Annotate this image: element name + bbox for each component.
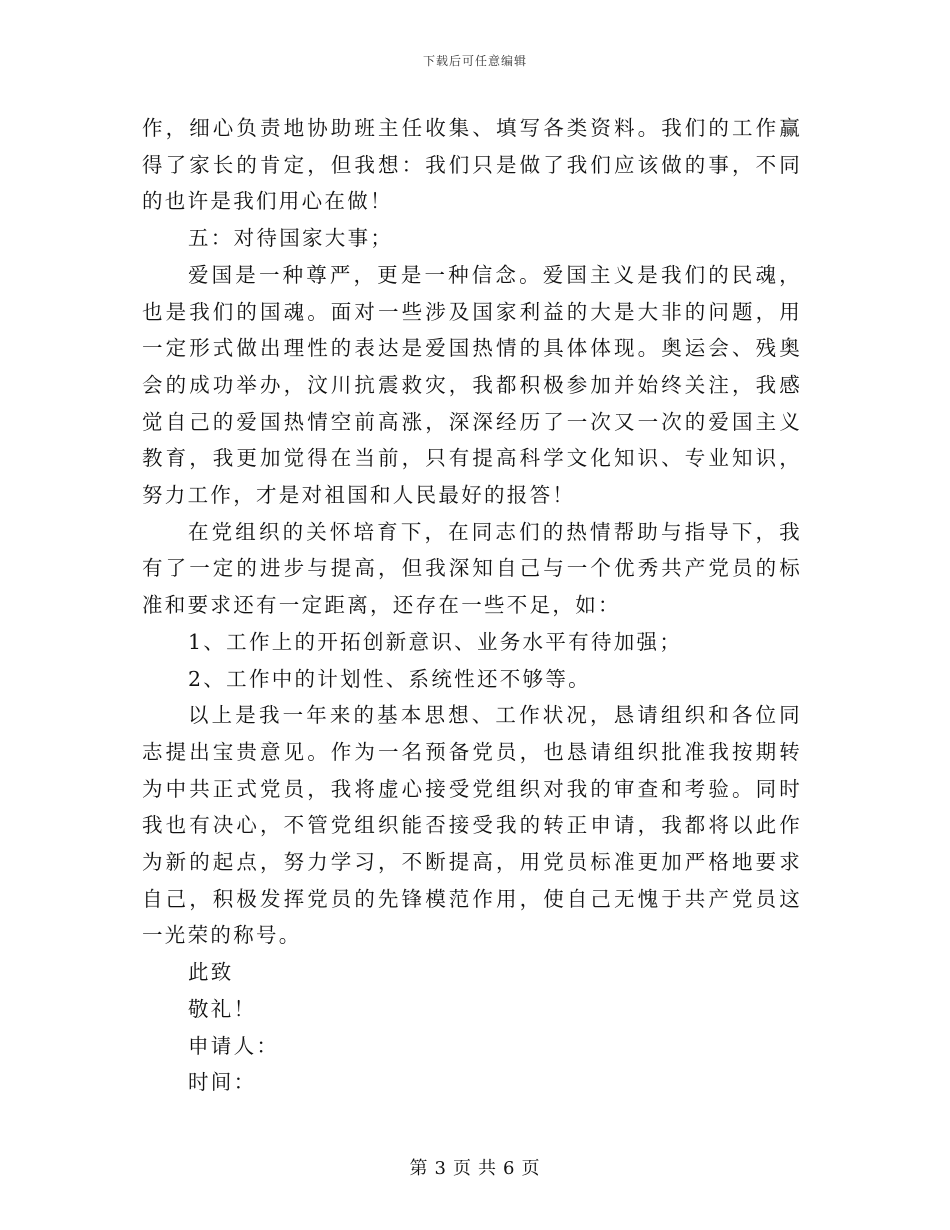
paragraph-request: 以上是我一年来的基本思想、工作状况，恳请组织和各位同志提出宝贵意见。作为一名预备党员，也恳请组织批准我按期转为中共正式党员，我将虚心接受党组织对我的审查和考验。同时我也有决心，不管党组织能否接受我的转正申请，我都将以此作为新的起点，努力学习，不断提高，用党员标准更加严格地要求自己，积极发挥党员的先锋模范作用，使自己无愧于共产党员这一光荣的称号。 [142, 703, 802, 948]
section-heading-five: 五：对待国家大事； [188, 226, 394, 251]
footer-current-page: 3 [434, 1158, 447, 1179]
footer-total-suffix: 页 [521, 1158, 541, 1179]
list-item-2: 2、工作中的计划性、系统性还不够等。 [188, 666, 591, 691]
paragraph-patriotism: 爱国是一种尊严，更是一种信念。爱国主义是我们的民魂，也是我们的国魂。面对一些涉及国家利益的大是大非的问题，用一定形式做出理性的表达是爱国热情的具体体现。奥运会、残奥会的成功举办，汶川抗震救灾，我都积极参加并始终关注，我感觉自己的爱国热情空前高涨，深深经历了一次又一次的爱国主义教育，我更加觉得在当前，只有提高科学文化知识、专业知识，努力工作，才是对祖国和人民最好的报答！ [142, 262, 802, 508]
page-header: 下载后可任意编辑 [422, 54, 527, 68]
applicant-line: 申请人： [188, 1033, 280, 1058]
footer-total-pages: 6 [503, 1158, 516, 1179]
list-item-1: 1、工作上的开拓创新意识、业务水平有待加强； [188, 629, 683, 654]
closing-salutation: 此致 [188, 960, 234, 985]
footer-prefix: 第 [409, 1158, 429, 1179]
footer-total-prefix: 共 [478, 1158, 497, 1179]
page-footer [0, 1154, 950, 1180]
footer-page-label: 页 [453, 1158, 472, 1179]
document-body [142, 110, 802, 1101]
paragraph-continuation: 作，细心负责地协助班主任收集、填写各类资料。我们的工作赢得了家长的肯定，但我想：我们只是做了我们应该做的事，不同的也许是我们用心在做！ [142, 116, 802, 214]
paragraph-shortcomings: 在党组织的关怀培育下，在同志们的热情帮助与指导下，我有了一定的进步与提高，但我深知自己与一个优秀共产党员的标准和要求还有一定距离，还存在一些不足，如： [142, 519, 802, 618]
closing-respect: 敬礼！ [188, 996, 257, 1021]
date-line: 时间： [188, 1070, 257, 1095]
